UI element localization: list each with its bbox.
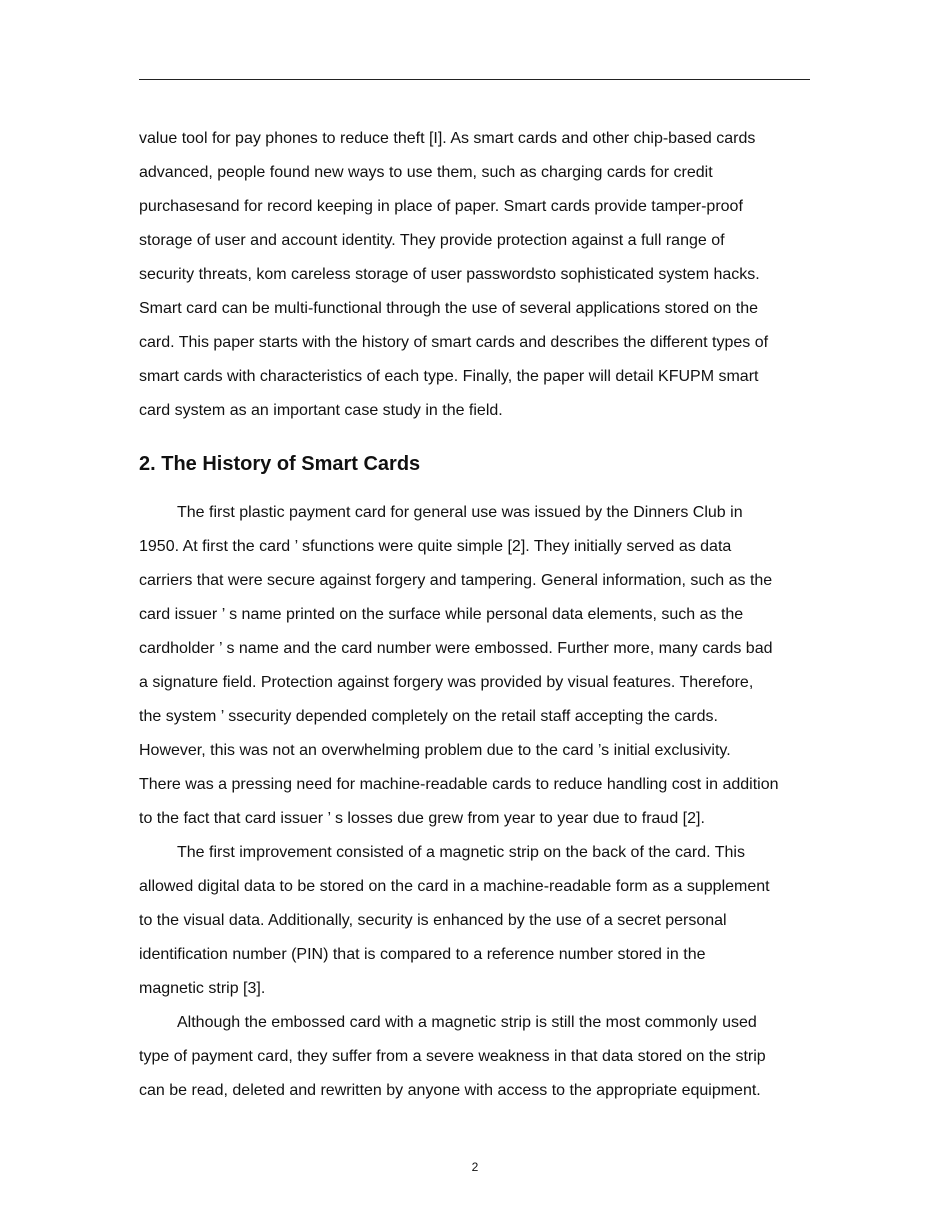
text-line: the system ’ ssecurity depended completely on the retail staff accepting the cards. [139,708,718,725]
text-line: carriers that were secure against forgery and tampering. General information, such as the [139,572,773,589]
paragraph-history [139,496,829,836]
text-line: security threats, kom careless storage of user passwordsto sophisticated system hacks. [139,266,760,283]
text-line: 1950. At first the card ’ sfunctions were quite simple [2]. They initially served as data [139,538,732,555]
text-line: The first plastic payment card for general use was issued by the Dinners Club in [177,504,743,521]
text-line: smart cards with characteristics of each type. Finally, the paper will detail KFUPM smart [139,368,759,385]
page-number: 2 [471,1160,479,1174]
text-line: to the visual data. Additionally, security is enhanced by the use of a secret personal [139,912,727,929]
section-heading: 2. The History of Smart Cards [139,453,421,475]
text-line: The first improvement consisted of a magnetic strip on the back of the card. This [177,844,745,861]
header-rule [139,79,810,80]
paragraph-magnetic-strip [139,836,829,1006]
text-line: allowed digital data to be stored on the card in a machine-readable form as a supplement [139,878,770,895]
text-line: to the fact that card issuer ’ s losses due grew from year to year due to fraud [2]. [139,810,705,827]
text-line: can be read, deleted and rewritten by anyone with access to the appropriate equipment. [139,1082,761,1099]
text-line: However, this was not an overwhelming problem due to the card ’s initial exclusivity. [139,742,731,759]
text-line: a signature field. Protection against forgery was provided by visual features. Therefore, [139,674,754,691]
paragraph-weakness [139,1006,829,1108]
text-line: magnetic strip [3]. [139,980,266,997]
text-line: storage of user and account identity. They provide protection against a full range of [139,232,725,249]
text-line: card issuer ’ s name printed on the surface while personal data elements, such as the [139,606,744,623]
text-line: card. This paper starts with the history of smart cards and describes the different types of [139,334,769,351]
paragraph-intro-continuation [139,122,829,428]
text-line: card system as an important case study in the field. [139,402,503,419]
text-line: There was a pressing need for machine-readable cards to reduce handling cost in addition [139,776,779,793]
text-line: Although the embossed card with a magnetic strip is still the most commonly used [177,1014,757,1031]
text-line: value tool for pay phones to reduce theft [I]. As smart cards and other chip-based cards [139,130,756,147]
text-line: advanced, people found new ways to use them, such as charging cards for credit [139,164,713,181]
text-line: identification number (PIN) that is compared to a reference number stored in the [139,946,706,963]
text-line: purchasesand for record keeping in place of paper. Smart cards provide tamper-proof [139,198,743,215]
text-line: Smart card can be multi-functional through the use of several applications stored on the [139,300,759,317]
body-text [139,122,829,1108]
text-line: cardholder ’ s name and the card number were embossed. Further more, many cards bad [139,640,773,657]
text-line: type of payment card, they suffer from a severe weakness in that data stored on the strip [139,1048,766,1065]
